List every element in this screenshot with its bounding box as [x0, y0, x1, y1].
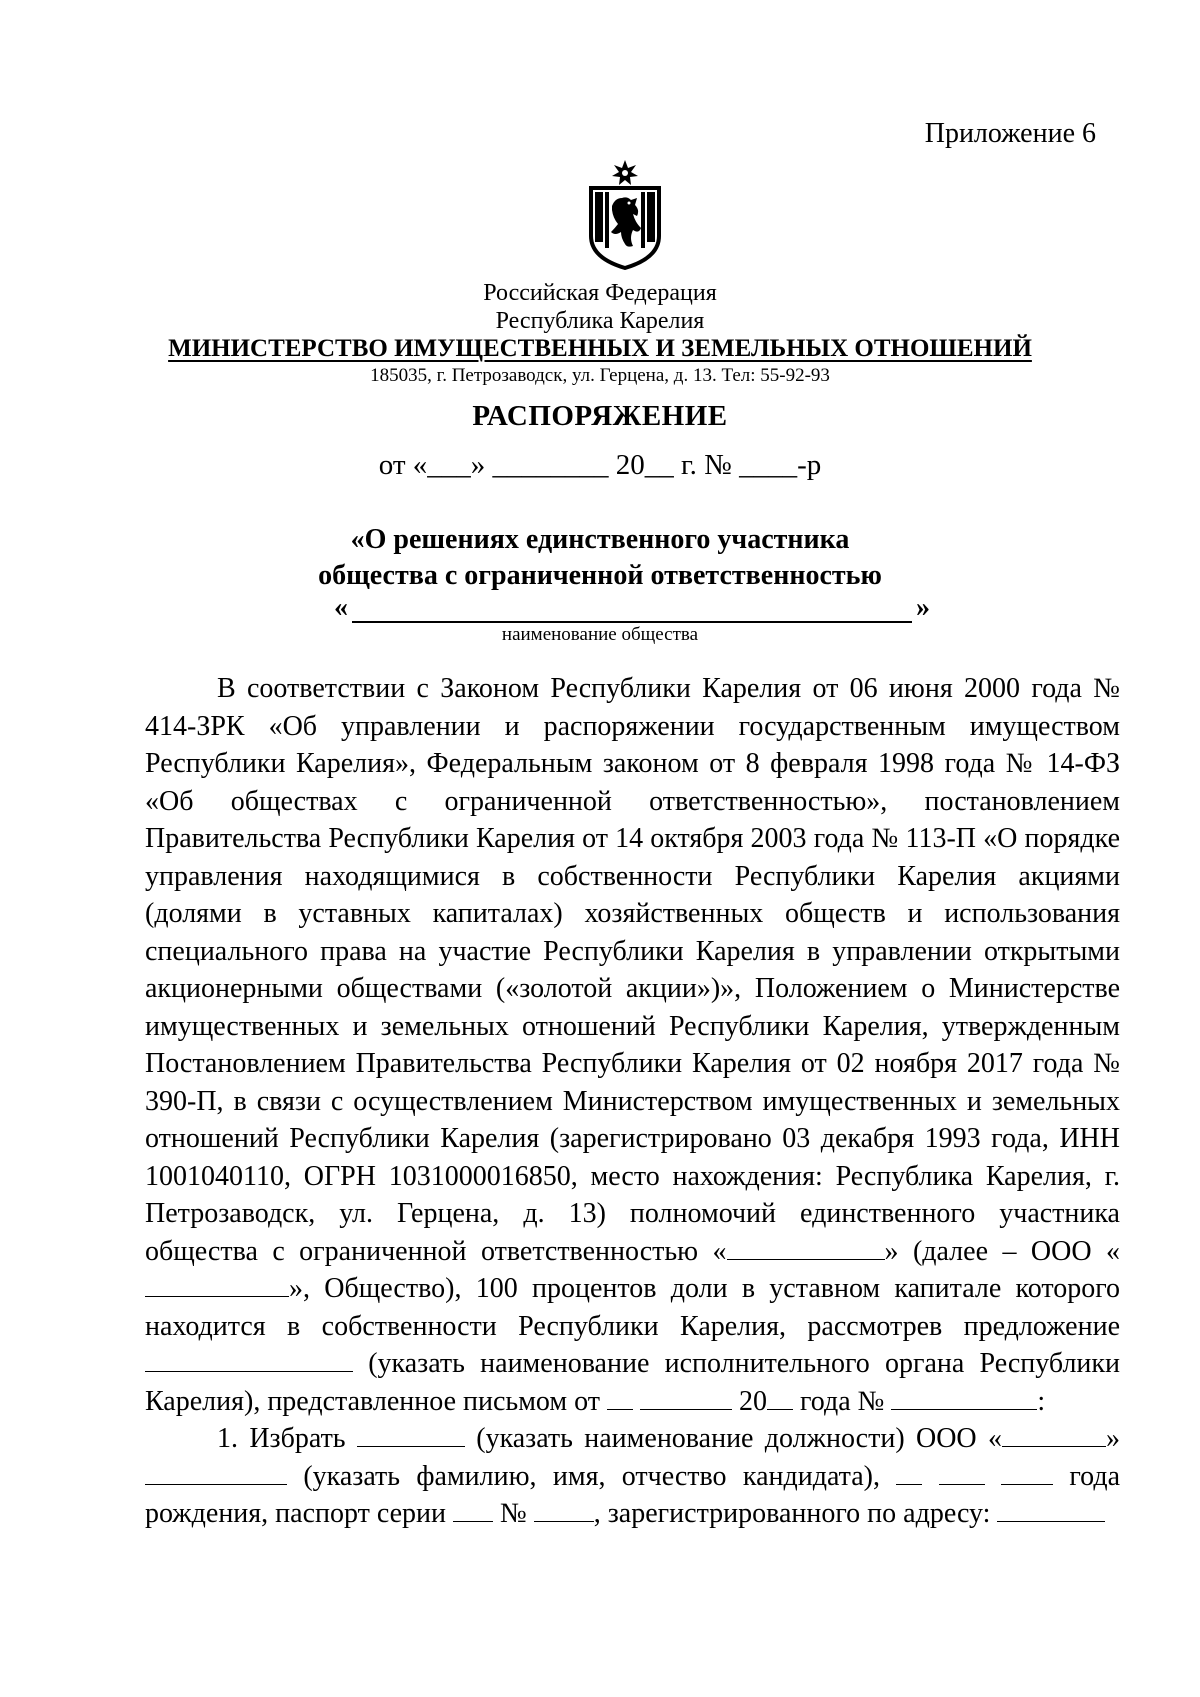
blank-company-short-name — [145, 1274, 289, 1297]
subject-line-1: «О решениях единственного участника — [350, 524, 850, 555]
body-paragraph-2 — [145, 1420, 1120, 1533]
p2-text-g: , зарегистрированного по адресу: — [593, 1498, 998, 1529]
document-title: РАСПОРЯЖЕНИЕ — [472, 400, 728, 432]
body-paragraph-1 — [145, 670, 1120, 1420]
document-body — [145, 670, 1120, 1533]
company-name-underline — [352, 621, 912, 623]
ministry-name-text: МИНИСТЕРСТВО ИМУЩЕСТВЕННЫХ И ЗЕМЕЛЬНЫХ ОТНОШЕНИЙ — [168, 335, 1032, 362]
appendix-label: Приложение 6 — [924, 118, 1096, 149]
blank-address — [997, 1499, 1105, 1522]
blank-passport-number — [534, 1499, 594, 1522]
p1-text-a: В соответствии с Законом Республики Карелия от 06 июня 2000 года № 414-ЗРК «Об управлении и распоряжении государственным имуществом Республики Карелия», Федеральным законом от 8 февраля 1998 года № 14-ФЗ «Об обществах с ограниченной ответственностью», постановлением Правительства Республики Карелия от 14 октября 2003 года № 113-П «О порядке управления находящимися в собственности Республики Карелия акциями (долями в уставных капиталах) хозяйственных обществ и использования специального права на участие Республики Карелия в управлении открытыми акционерными обществами («золотой акции»)», Положением о Министерстве имущественных и земельных отношений Республики Карелия, утвержденным Постановлением Правительства Республики Карелия от 02 ноября 2017 года № 390-П, в связи с осуществлением Министерством имущественных и земельных отношений Республики Карелия (зарегистрировано 03 декабря 1993 года, ИНН 1001040110, ОГРН 1031000016850, место нахождения: Республика Карелия, г. Петрозаводск, ул. Герцена, д. 13) полномочий единственного участника общества с ограниченной ответственностью « — [145, 673, 1120, 1267]
region-name: Республика Карелия — [495, 308, 705, 334]
p1-text-e: 20 — [731, 1385, 767, 1417]
ministry-address: 185035, г. Петрозаводск, ул. Герцена, д. 13. Тел: 55-92-93 — [370, 365, 830, 386]
p1-text-d: (указать наименование исполнительного органа Республики Карелия), представленное письмом от — [145, 1348, 1120, 1417]
subject-line-2: общества с ограниченной ответственностью — [318, 560, 882, 591]
p2-text-a: 1. Избрать — [217, 1423, 357, 1454]
ministry-name — [0, 335, 1200, 363]
p1-text-f: года № — [792, 1385, 885, 1417]
blank-company-name-2 — [1002, 1424, 1106, 1447]
country-name: Российская Федерация — [483, 280, 717, 306]
p2-text-d: (указать фамилию, имя, отчество кандидата), — [287, 1460, 897, 1492]
date-number-line: от «___» ________ 20__ г. № ____-р — [378, 449, 822, 481]
p2-text-c: » — [1106, 1423, 1120, 1454]
blank-birth-year — [1001, 1462, 1053, 1485]
p1-text-b: » (далее – ООО « — [884, 1235, 1120, 1267]
blank-passport-series — [453, 1499, 493, 1522]
document-subject — [0, 522, 1200, 594]
p2-text-f: № — [493, 1498, 534, 1529]
blank-company-name — [727, 1237, 885, 1260]
blank-letter-number — [891, 1387, 1037, 1410]
open-quote: « — [334, 592, 348, 623]
karelia-coat-of-arms-icon — [585, 158, 665, 270]
blank-birth-month — [939, 1462, 985, 1485]
blank-proposer — [145, 1349, 353, 1372]
p2-text-e: года рождения, паспорт серии — [145, 1460, 1121, 1529]
p2-text-b: (указать наименование должности) ООО « — [464, 1423, 1002, 1454]
blank-letter-year — [767, 1387, 793, 1410]
company-name-caption: наименование общества — [501, 624, 699, 645]
close-quote: » — [916, 592, 930, 623]
blank-letter-month — [640, 1387, 732, 1410]
blank-position — [357, 1424, 465, 1447]
p1-text-g: : — [1037, 1385, 1046, 1417]
p1-text-c: », Общество), 100 процентов доли в уставном капитале которого находится в собственности Республики Карелия, рассмотрев предложение — [145, 1273, 1120, 1342]
blank-birth-day — [896, 1462, 922, 1485]
blank-candidate-name — [145, 1462, 287, 1485]
company-name-blank — [334, 592, 930, 628]
blank-letter-day — [607, 1387, 633, 1410]
